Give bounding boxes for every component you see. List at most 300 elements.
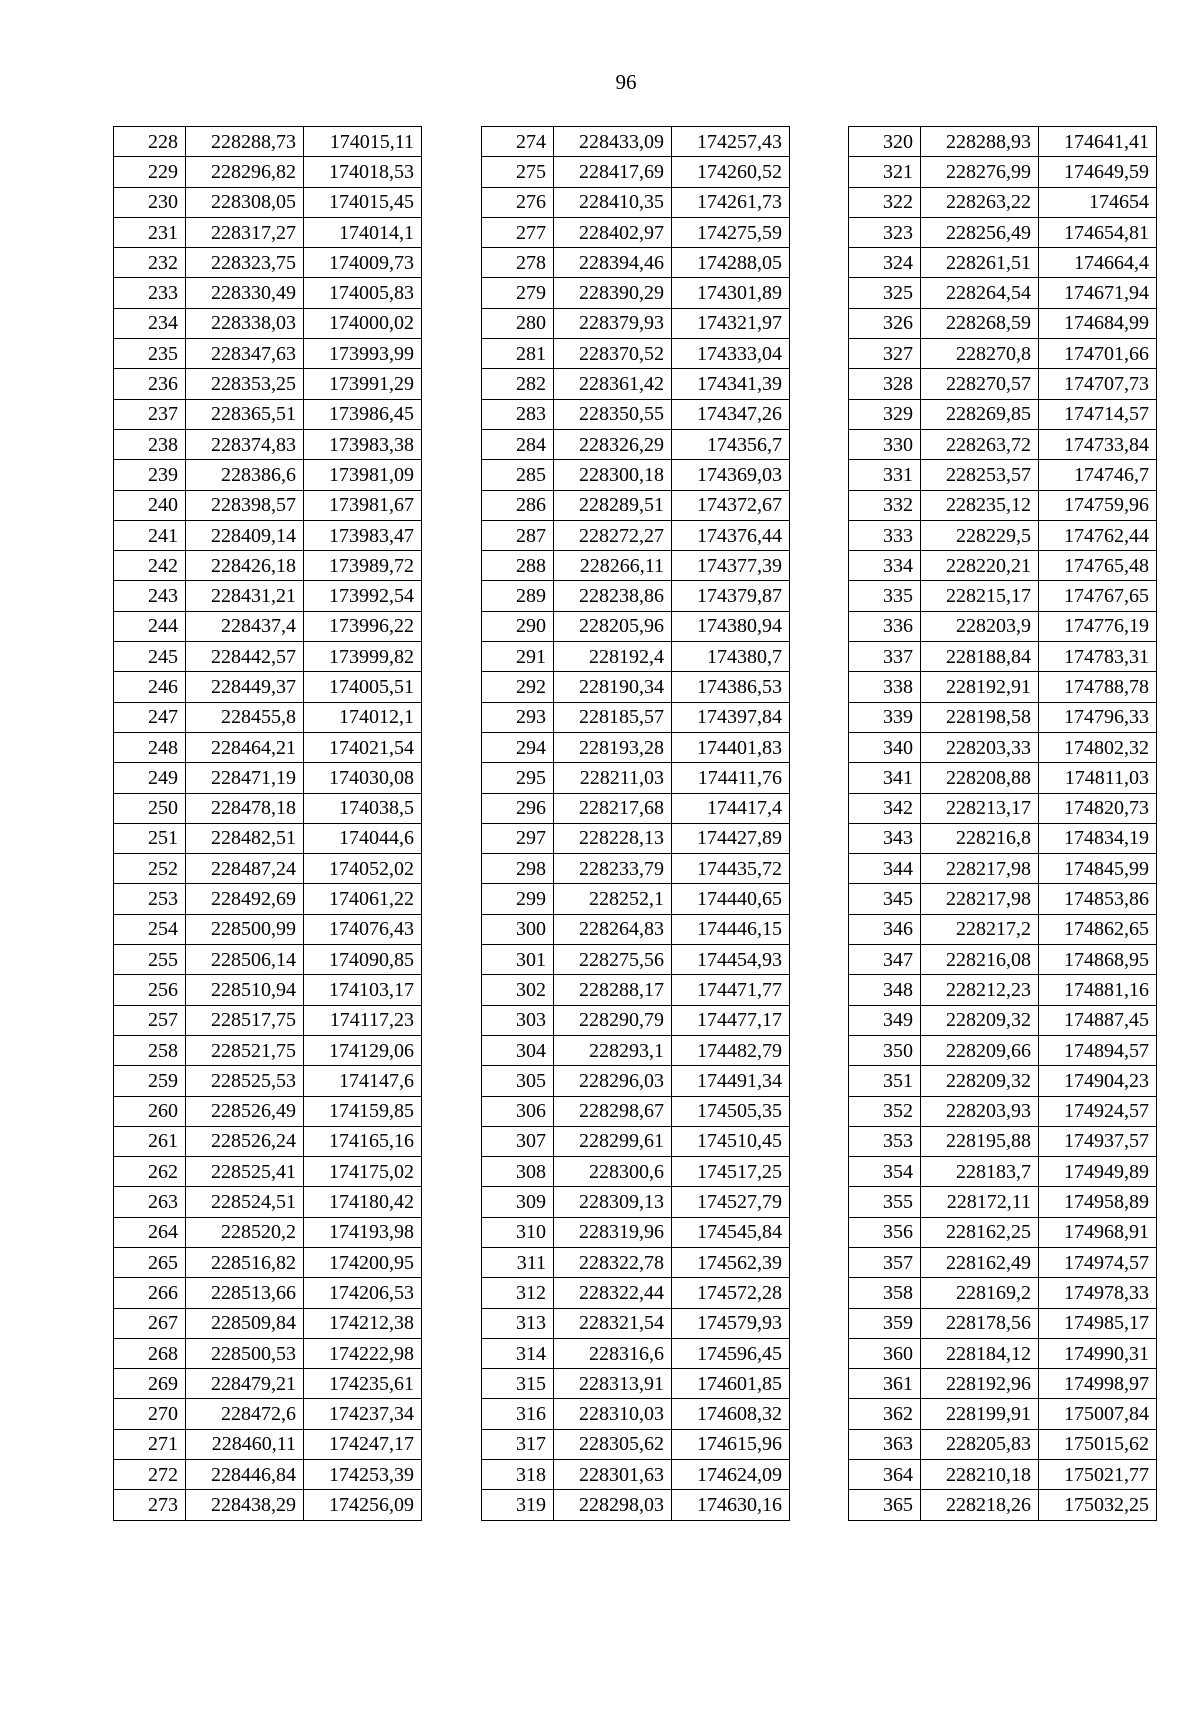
x-coordinate-cell: 228205,96 bbox=[554, 611, 672, 641]
point-number-cell: 310 bbox=[482, 1217, 554, 1247]
y-coordinate-cell: 174159,85 bbox=[304, 1096, 422, 1126]
y-coordinate-cell: 174005,83 bbox=[304, 278, 422, 308]
y-coordinate-cell: 174887,45 bbox=[1039, 1005, 1157, 1035]
point-number-cell: 288 bbox=[482, 551, 554, 581]
x-coordinate-cell: 228228,13 bbox=[554, 823, 672, 853]
x-coordinate-cell: 228309,13 bbox=[554, 1187, 672, 1217]
y-coordinate-cell: 174684,99 bbox=[1039, 308, 1157, 338]
point-number-cell: 232 bbox=[114, 248, 186, 278]
point-number-cell: 316 bbox=[482, 1399, 554, 1429]
x-coordinate-cell: 228220,21 bbox=[921, 551, 1039, 581]
table-row bbox=[849, 248, 1157, 278]
table-row bbox=[849, 460, 1157, 490]
x-coordinate-cell: 228162,25 bbox=[921, 1217, 1039, 1247]
x-coordinate-cell: 228205,83 bbox=[921, 1429, 1039, 1459]
table-row bbox=[849, 278, 1157, 308]
x-coordinate-cell: 228203,9 bbox=[921, 611, 1039, 641]
y-coordinate-cell: 174733,84 bbox=[1039, 429, 1157, 459]
point-number-cell: 234 bbox=[114, 308, 186, 338]
point-number-cell: 361 bbox=[849, 1369, 921, 1399]
y-coordinate-cell: 174256,09 bbox=[304, 1490, 422, 1520]
point-number-cell: 364 bbox=[849, 1460, 921, 1490]
x-coordinate-cell: 228525,41 bbox=[186, 1157, 304, 1187]
table-row bbox=[849, 1217, 1157, 1247]
table-row bbox=[849, 1338, 1157, 1368]
point-number-cell: 315 bbox=[482, 1369, 554, 1399]
y-coordinate-cell: 174505,35 bbox=[672, 1096, 790, 1126]
y-coordinate-cell: 174206,53 bbox=[304, 1278, 422, 1308]
point-number-cell: 317 bbox=[482, 1429, 554, 1459]
y-coordinate-cell: 175007,84 bbox=[1039, 1399, 1157, 1429]
point-number-cell: 284 bbox=[482, 429, 554, 459]
x-coordinate-cell: 228326,29 bbox=[554, 429, 672, 459]
table-row bbox=[482, 551, 790, 581]
point-number-cell: 322 bbox=[849, 187, 921, 217]
table-row bbox=[114, 1460, 422, 1490]
table-row bbox=[114, 339, 422, 369]
point-number-cell: 254 bbox=[114, 914, 186, 944]
point-number-cell: 287 bbox=[482, 520, 554, 550]
y-coordinate-cell: 174200,95 bbox=[304, 1247, 422, 1277]
table-row bbox=[482, 854, 790, 884]
table-row bbox=[849, 217, 1157, 247]
y-coordinate-cell: 174714,57 bbox=[1039, 399, 1157, 429]
x-coordinate-cell: 228261,51 bbox=[921, 248, 1039, 278]
coordinate-table-2 bbox=[481, 126, 790, 1521]
x-coordinate-cell: 228218,26 bbox=[921, 1490, 1039, 1520]
table-row bbox=[849, 157, 1157, 187]
table-row bbox=[114, 732, 422, 762]
x-coordinate-cell: 228479,21 bbox=[186, 1369, 304, 1399]
point-number-cell: 267 bbox=[114, 1308, 186, 1338]
x-coordinate-cell: 228162,49 bbox=[921, 1247, 1039, 1277]
x-coordinate-cell: 228215,17 bbox=[921, 581, 1039, 611]
y-coordinate-cell: 173992,54 bbox=[304, 581, 422, 611]
table-row bbox=[849, 1187, 1157, 1217]
point-number-cell: 278 bbox=[482, 248, 554, 278]
y-coordinate-cell: 174103,17 bbox=[304, 975, 422, 1005]
point-number-cell: 269 bbox=[114, 1369, 186, 1399]
point-number-cell: 363 bbox=[849, 1429, 921, 1459]
x-coordinate-cell: 228500,53 bbox=[186, 1338, 304, 1368]
y-coordinate-cell: 174347,26 bbox=[672, 399, 790, 429]
x-coordinate-cell: 228193,28 bbox=[554, 732, 672, 762]
point-number-cell: 236 bbox=[114, 369, 186, 399]
y-coordinate-cell: 174021,54 bbox=[304, 732, 422, 762]
point-number-cell: 365 bbox=[849, 1490, 921, 1520]
table-row bbox=[849, 611, 1157, 641]
table-row bbox=[849, 1035, 1157, 1065]
point-number-cell: 334 bbox=[849, 551, 921, 581]
y-coordinate-cell: 174924,57 bbox=[1039, 1096, 1157, 1126]
y-coordinate-cell: 174974,57 bbox=[1039, 1247, 1157, 1277]
x-coordinate-cell: 228431,21 bbox=[186, 581, 304, 611]
y-coordinate-cell: 174834,19 bbox=[1039, 823, 1157, 853]
y-coordinate-cell: 173981,09 bbox=[304, 460, 422, 490]
x-coordinate-cell: 228433,09 bbox=[554, 127, 672, 157]
x-coordinate-cell: 228217,98 bbox=[921, 884, 1039, 914]
y-coordinate-cell: 173999,82 bbox=[304, 642, 422, 672]
table-row bbox=[114, 187, 422, 217]
table-row bbox=[849, 672, 1157, 702]
y-coordinate-cell: 174762,44 bbox=[1039, 520, 1157, 550]
point-number-cell: 270 bbox=[114, 1399, 186, 1429]
table-row bbox=[114, 248, 422, 278]
table-row bbox=[849, 884, 1157, 914]
y-coordinate-cell: 174654 bbox=[1039, 187, 1157, 217]
table-row bbox=[849, 1399, 1157, 1429]
x-coordinate-cell: 228310,03 bbox=[554, 1399, 672, 1429]
point-number-cell: 261 bbox=[114, 1126, 186, 1156]
x-coordinate-cell: 228183,7 bbox=[921, 1157, 1039, 1187]
point-number-cell: 351 bbox=[849, 1066, 921, 1096]
point-number-cell: 350 bbox=[849, 1035, 921, 1065]
table-row bbox=[849, 642, 1157, 672]
table-row bbox=[849, 369, 1157, 399]
point-number-cell: 333 bbox=[849, 520, 921, 550]
x-coordinate-cell: 228426,18 bbox=[186, 551, 304, 581]
point-number-cell: 266 bbox=[114, 1278, 186, 1308]
point-number-cell: 357 bbox=[849, 1247, 921, 1277]
table-row bbox=[482, 823, 790, 853]
point-number-cell: 262 bbox=[114, 1157, 186, 1187]
point-number-cell: 293 bbox=[482, 702, 554, 732]
y-coordinate-cell: 174477,17 bbox=[672, 1005, 790, 1035]
x-coordinate-cell: 228487,24 bbox=[186, 854, 304, 884]
x-coordinate-cell: 228524,51 bbox=[186, 1187, 304, 1217]
point-number-cell: 282 bbox=[482, 369, 554, 399]
y-coordinate-cell: 174427,89 bbox=[672, 823, 790, 853]
x-coordinate-cell: 228506,14 bbox=[186, 945, 304, 975]
point-number-cell: 359 bbox=[849, 1308, 921, 1338]
table-row bbox=[482, 127, 790, 157]
table-row bbox=[114, 1308, 422, 1338]
x-coordinate-cell: 228195,88 bbox=[921, 1126, 1039, 1156]
table-row bbox=[114, 399, 422, 429]
y-coordinate-cell: 174253,39 bbox=[304, 1460, 422, 1490]
table-row bbox=[482, 1369, 790, 1399]
x-coordinate-cell: 228208,88 bbox=[921, 763, 1039, 793]
point-number-cell: 242 bbox=[114, 551, 186, 581]
table-row bbox=[482, 1429, 790, 1459]
point-number-cell: 258 bbox=[114, 1035, 186, 1065]
x-coordinate-cell: 228323,75 bbox=[186, 248, 304, 278]
x-coordinate-cell: 228203,33 bbox=[921, 732, 1039, 762]
x-coordinate-cell: 228288,73 bbox=[186, 127, 304, 157]
point-number-cell: 362 bbox=[849, 1399, 921, 1429]
y-coordinate-cell: 174376,44 bbox=[672, 520, 790, 550]
x-coordinate-cell: 228446,84 bbox=[186, 1460, 304, 1490]
point-number-cell: 237 bbox=[114, 399, 186, 429]
point-number-cell: 298 bbox=[482, 854, 554, 884]
table-row bbox=[114, 884, 422, 914]
x-coordinate-cell: 228316,6 bbox=[554, 1338, 672, 1368]
x-coordinate-cell: 228338,03 bbox=[186, 308, 304, 338]
point-number-cell: 272 bbox=[114, 1460, 186, 1490]
table-row bbox=[114, 1096, 422, 1126]
y-coordinate-cell: 174868,95 bbox=[1039, 945, 1157, 975]
table-row bbox=[482, 490, 790, 520]
point-number-cell: 312 bbox=[482, 1278, 554, 1308]
table-row bbox=[482, 1247, 790, 1277]
table-row bbox=[849, 1247, 1157, 1277]
table-row bbox=[114, 1217, 422, 1247]
table-row bbox=[849, 520, 1157, 550]
point-number-cell: 329 bbox=[849, 399, 921, 429]
y-coordinate-cell: 174707,73 bbox=[1039, 369, 1157, 399]
x-coordinate-cell: 228305,62 bbox=[554, 1429, 672, 1459]
point-number-cell: 268 bbox=[114, 1338, 186, 1368]
y-coordinate-cell: 174090,85 bbox=[304, 945, 422, 975]
y-coordinate-cell: 174044,6 bbox=[304, 823, 422, 853]
y-coordinate-cell: 174853,86 bbox=[1039, 884, 1157, 914]
point-number-cell: 229 bbox=[114, 157, 186, 187]
table-row bbox=[849, 732, 1157, 762]
point-number-cell: 286 bbox=[482, 490, 554, 520]
x-coordinate-cell: 228203,93 bbox=[921, 1096, 1039, 1126]
y-coordinate-cell: 174261,73 bbox=[672, 187, 790, 217]
point-number-cell: 308 bbox=[482, 1157, 554, 1187]
table-row bbox=[482, 520, 790, 550]
point-number-cell: 320 bbox=[849, 127, 921, 157]
y-coordinate-cell: 174579,93 bbox=[672, 1308, 790, 1338]
y-coordinate-cell: 174765,48 bbox=[1039, 551, 1157, 581]
table-row bbox=[482, 157, 790, 187]
y-coordinate-cell: 174333,04 bbox=[672, 339, 790, 369]
x-coordinate-cell: 228478,18 bbox=[186, 793, 304, 823]
table-row bbox=[114, 823, 422, 853]
y-coordinate-cell: 174517,25 bbox=[672, 1157, 790, 1187]
x-coordinate-cell: 228402,97 bbox=[554, 217, 672, 247]
table-row bbox=[482, 642, 790, 672]
table-row bbox=[114, 914, 422, 944]
x-coordinate-cell: 228213,17 bbox=[921, 793, 1039, 823]
table-row bbox=[482, 1005, 790, 1035]
x-coordinate-cell: 228361,42 bbox=[554, 369, 672, 399]
point-number-cell: 302 bbox=[482, 975, 554, 1005]
y-coordinate-cell: 174380,7 bbox=[672, 642, 790, 672]
y-coordinate-cell: 174212,38 bbox=[304, 1308, 422, 1338]
y-coordinate-cell: 174746,7 bbox=[1039, 460, 1157, 490]
table-row bbox=[482, 339, 790, 369]
point-number-cell: 353 bbox=[849, 1126, 921, 1156]
table-row bbox=[114, 854, 422, 884]
x-coordinate-cell: 228199,91 bbox=[921, 1399, 1039, 1429]
y-coordinate-cell: 174471,77 bbox=[672, 975, 790, 1005]
point-number-cell: 260 bbox=[114, 1096, 186, 1126]
y-coordinate-cell: 174129,06 bbox=[304, 1035, 422, 1065]
table-row bbox=[849, 308, 1157, 338]
table-row bbox=[849, 551, 1157, 581]
point-number-cell: 276 bbox=[482, 187, 554, 217]
table-row bbox=[482, 1460, 790, 1490]
y-coordinate-cell: 174664,4 bbox=[1039, 248, 1157, 278]
y-coordinate-cell: 175021,77 bbox=[1039, 1460, 1157, 1490]
x-coordinate-cell: 228520,2 bbox=[186, 1217, 304, 1247]
x-coordinate-cell: 228300,6 bbox=[554, 1157, 672, 1187]
y-coordinate-cell: 174446,15 bbox=[672, 914, 790, 944]
y-coordinate-cell: 174862,65 bbox=[1039, 914, 1157, 944]
point-number-cell: 273 bbox=[114, 1490, 186, 1520]
point-number-cell: 355 bbox=[849, 1187, 921, 1217]
y-coordinate-cell: 174510,45 bbox=[672, 1126, 790, 1156]
y-coordinate-cell: 174372,67 bbox=[672, 490, 790, 520]
point-number-cell: 311 bbox=[482, 1247, 554, 1277]
point-number-cell: 347 bbox=[849, 945, 921, 975]
y-coordinate-cell: 174235,61 bbox=[304, 1369, 422, 1399]
table-row bbox=[849, 914, 1157, 944]
x-coordinate-cell: 228321,54 bbox=[554, 1308, 672, 1338]
table-row bbox=[482, 248, 790, 278]
y-coordinate-cell: 174881,16 bbox=[1039, 975, 1157, 1005]
y-coordinate-cell: 174759,96 bbox=[1039, 490, 1157, 520]
point-number-cell: 360 bbox=[849, 1338, 921, 1368]
table-row bbox=[849, 975, 1157, 1005]
point-number-cell: 319 bbox=[482, 1490, 554, 1520]
y-coordinate-cell: 174052,02 bbox=[304, 854, 422, 884]
table-row bbox=[482, 369, 790, 399]
table-row bbox=[849, 429, 1157, 459]
table-row bbox=[482, 1157, 790, 1187]
y-coordinate-cell: 174904,23 bbox=[1039, 1066, 1157, 1096]
x-coordinate-cell: 228217,68 bbox=[554, 793, 672, 823]
x-coordinate-cell: 228521,75 bbox=[186, 1035, 304, 1065]
table-row bbox=[482, 1308, 790, 1338]
table-row bbox=[482, 884, 790, 914]
y-coordinate-cell: 173996,22 bbox=[304, 611, 422, 641]
point-number-cell: 247 bbox=[114, 702, 186, 732]
x-coordinate-cell: 228198,58 bbox=[921, 702, 1039, 732]
y-coordinate-cell: 174894,57 bbox=[1039, 1035, 1157, 1065]
x-coordinate-cell: 228374,83 bbox=[186, 429, 304, 459]
x-coordinate-cell: 228317,27 bbox=[186, 217, 304, 247]
point-number-cell: 297 bbox=[482, 823, 554, 853]
table-row bbox=[482, 1126, 790, 1156]
x-coordinate-cell: 228263,22 bbox=[921, 187, 1039, 217]
y-coordinate-cell: 174796,33 bbox=[1039, 702, 1157, 732]
y-coordinate-cell: 174615,96 bbox=[672, 1429, 790, 1459]
table-row bbox=[482, 702, 790, 732]
y-coordinate-cell: 174397,84 bbox=[672, 702, 790, 732]
table-row bbox=[849, 581, 1157, 611]
table-row bbox=[482, 581, 790, 611]
y-coordinate-cell: 174180,42 bbox=[304, 1187, 422, 1217]
y-coordinate-cell: 174811,03 bbox=[1039, 763, 1157, 793]
x-coordinate-cell: 228298,67 bbox=[554, 1096, 672, 1126]
x-coordinate-cell: 228299,61 bbox=[554, 1126, 672, 1156]
table-row bbox=[114, 520, 422, 550]
x-coordinate-cell: 228308,05 bbox=[186, 187, 304, 217]
point-number-cell: 250 bbox=[114, 793, 186, 823]
y-coordinate-cell: 174820,73 bbox=[1039, 793, 1157, 823]
x-coordinate-cell: 228322,78 bbox=[554, 1247, 672, 1277]
coordinate-table-1 bbox=[113, 126, 422, 1521]
y-coordinate-cell: 174968,91 bbox=[1039, 1217, 1157, 1247]
y-coordinate-cell: 173991,29 bbox=[304, 369, 422, 399]
table-row bbox=[849, 823, 1157, 853]
y-coordinate-cell: 174165,16 bbox=[304, 1126, 422, 1156]
point-number-cell: 337 bbox=[849, 642, 921, 672]
y-coordinate-cell: 174949,89 bbox=[1039, 1157, 1157, 1187]
y-coordinate-cell: 174175,02 bbox=[304, 1157, 422, 1187]
x-coordinate-cell: 228275,56 bbox=[554, 945, 672, 975]
x-coordinate-cell: 228298,03 bbox=[554, 1490, 672, 1520]
table-row bbox=[114, 611, 422, 641]
x-coordinate-cell: 228482,51 bbox=[186, 823, 304, 853]
x-coordinate-cell: 228184,12 bbox=[921, 1338, 1039, 1368]
x-coordinate-cell: 228516,82 bbox=[186, 1247, 304, 1277]
point-number-cell: 299 bbox=[482, 884, 554, 914]
point-number-cell: 338 bbox=[849, 672, 921, 702]
y-coordinate-cell: 174275,59 bbox=[672, 217, 790, 247]
y-coordinate-cell: 174545,84 bbox=[672, 1217, 790, 1247]
point-number-cell: 275 bbox=[482, 157, 554, 187]
point-number-cell: 324 bbox=[849, 248, 921, 278]
table-row bbox=[849, 490, 1157, 520]
x-coordinate-cell: 228211,03 bbox=[554, 763, 672, 793]
table-row bbox=[482, 278, 790, 308]
y-coordinate-cell: 173993,99 bbox=[304, 339, 422, 369]
x-coordinate-cell: 228410,35 bbox=[554, 187, 672, 217]
table-row bbox=[114, 793, 422, 823]
x-coordinate-cell: 228272,27 bbox=[554, 520, 672, 550]
point-number-cell: 281 bbox=[482, 339, 554, 369]
y-coordinate-cell: 174788,78 bbox=[1039, 672, 1157, 702]
table-row bbox=[849, 793, 1157, 823]
point-number-cell: 280 bbox=[482, 308, 554, 338]
point-number-cell: 304 bbox=[482, 1035, 554, 1065]
y-coordinate-cell: 174147,6 bbox=[304, 1066, 422, 1096]
point-number-cell: 346 bbox=[849, 914, 921, 944]
point-number-cell: 340 bbox=[849, 732, 921, 762]
x-coordinate-cell: 228268,59 bbox=[921, 308, 1039, 338]
x-coordinate-cell: 228510,94 bbox=[186, 975, 304, 1005]
x-coordinate-cell: 228172,11 bbox=[921, 1187, 1039, 1217]
x-coordinate-cell: 228449,37 bbox=[186, 672, 304, 702]
table-row bbox=[482, 187, 790, 217]
point-number-cell: 331 bbox=[849, 460, 921, 490]
point-number-cell: 342 bbox=[849, 793, 921, 823]
point-number-cell: 343 bbox=[849, 823, 921, 853]
table-row bbox=[114, 975, 422, 1005]
x-coordinate-cell: 228263,72 bbox=[921, 429, 1039, 459]
y-coordinate-cell: 174802,32 bbox=[1039, 732, 1157, 762]
table-row bbox=[114, 1066, 422, 1096]
point-number-cell: 264 bbox=[114, 1217, 186, 1247]
x-coordinate-cell: 228217,98 bbox=[921, 854, 1039, 884]
x-coordinate-cell: 228229,5 bbox=[921, 520, 1039, 550]
x-coordinate-cell: 228264,83 bbox=[554, 914, 672, 944]
y-coordinate-cell: 174117,23 bbox=[304, 1005, 422, 1035]
y-coordinate-cell: 173983,47 bbox=[304, 520, 422, 550]
x-coordinate-cell: 228525,53 bbox=[186, 1066, 304, 1096]
table-row bbox=[114, 308, 422, 338]
x-coordinate-cell: 228185,57 bbox=[554, 702, 672, 732]
x-coordinate-cell: 228276,99 bbox=[921, 157, 1039, 187]
page-number: 96 bbox=[615, 70, 637, 94]
x-coordinate-cell: 228442,57 bbox=[186, 642, 304, 672]
table-row bbox=[114, 460, 422, 490]
y-coordinate-cell: 174061,22 bbox=[304, 884, 422, 914]
point-number-cell: 330 bbox=[849, 429, 921, 459]
point-number-cell: 303 bbox=[482, 1005, 554, 1035]
x-coordinate-cell: 228409,14 bbox=[186, 520, 304, 550]
point-number-cell: 248 bbox=[114, 732, 186, 762]
y-coordinate-cell: 174783,31 bbox=[1039, 642, 1157, 672]
table-row bbox=[482, 460, 790, 490]
table-row bbox=[114, 278, 422, 308]
table-row bbox=[482, 429, 790, 459]
